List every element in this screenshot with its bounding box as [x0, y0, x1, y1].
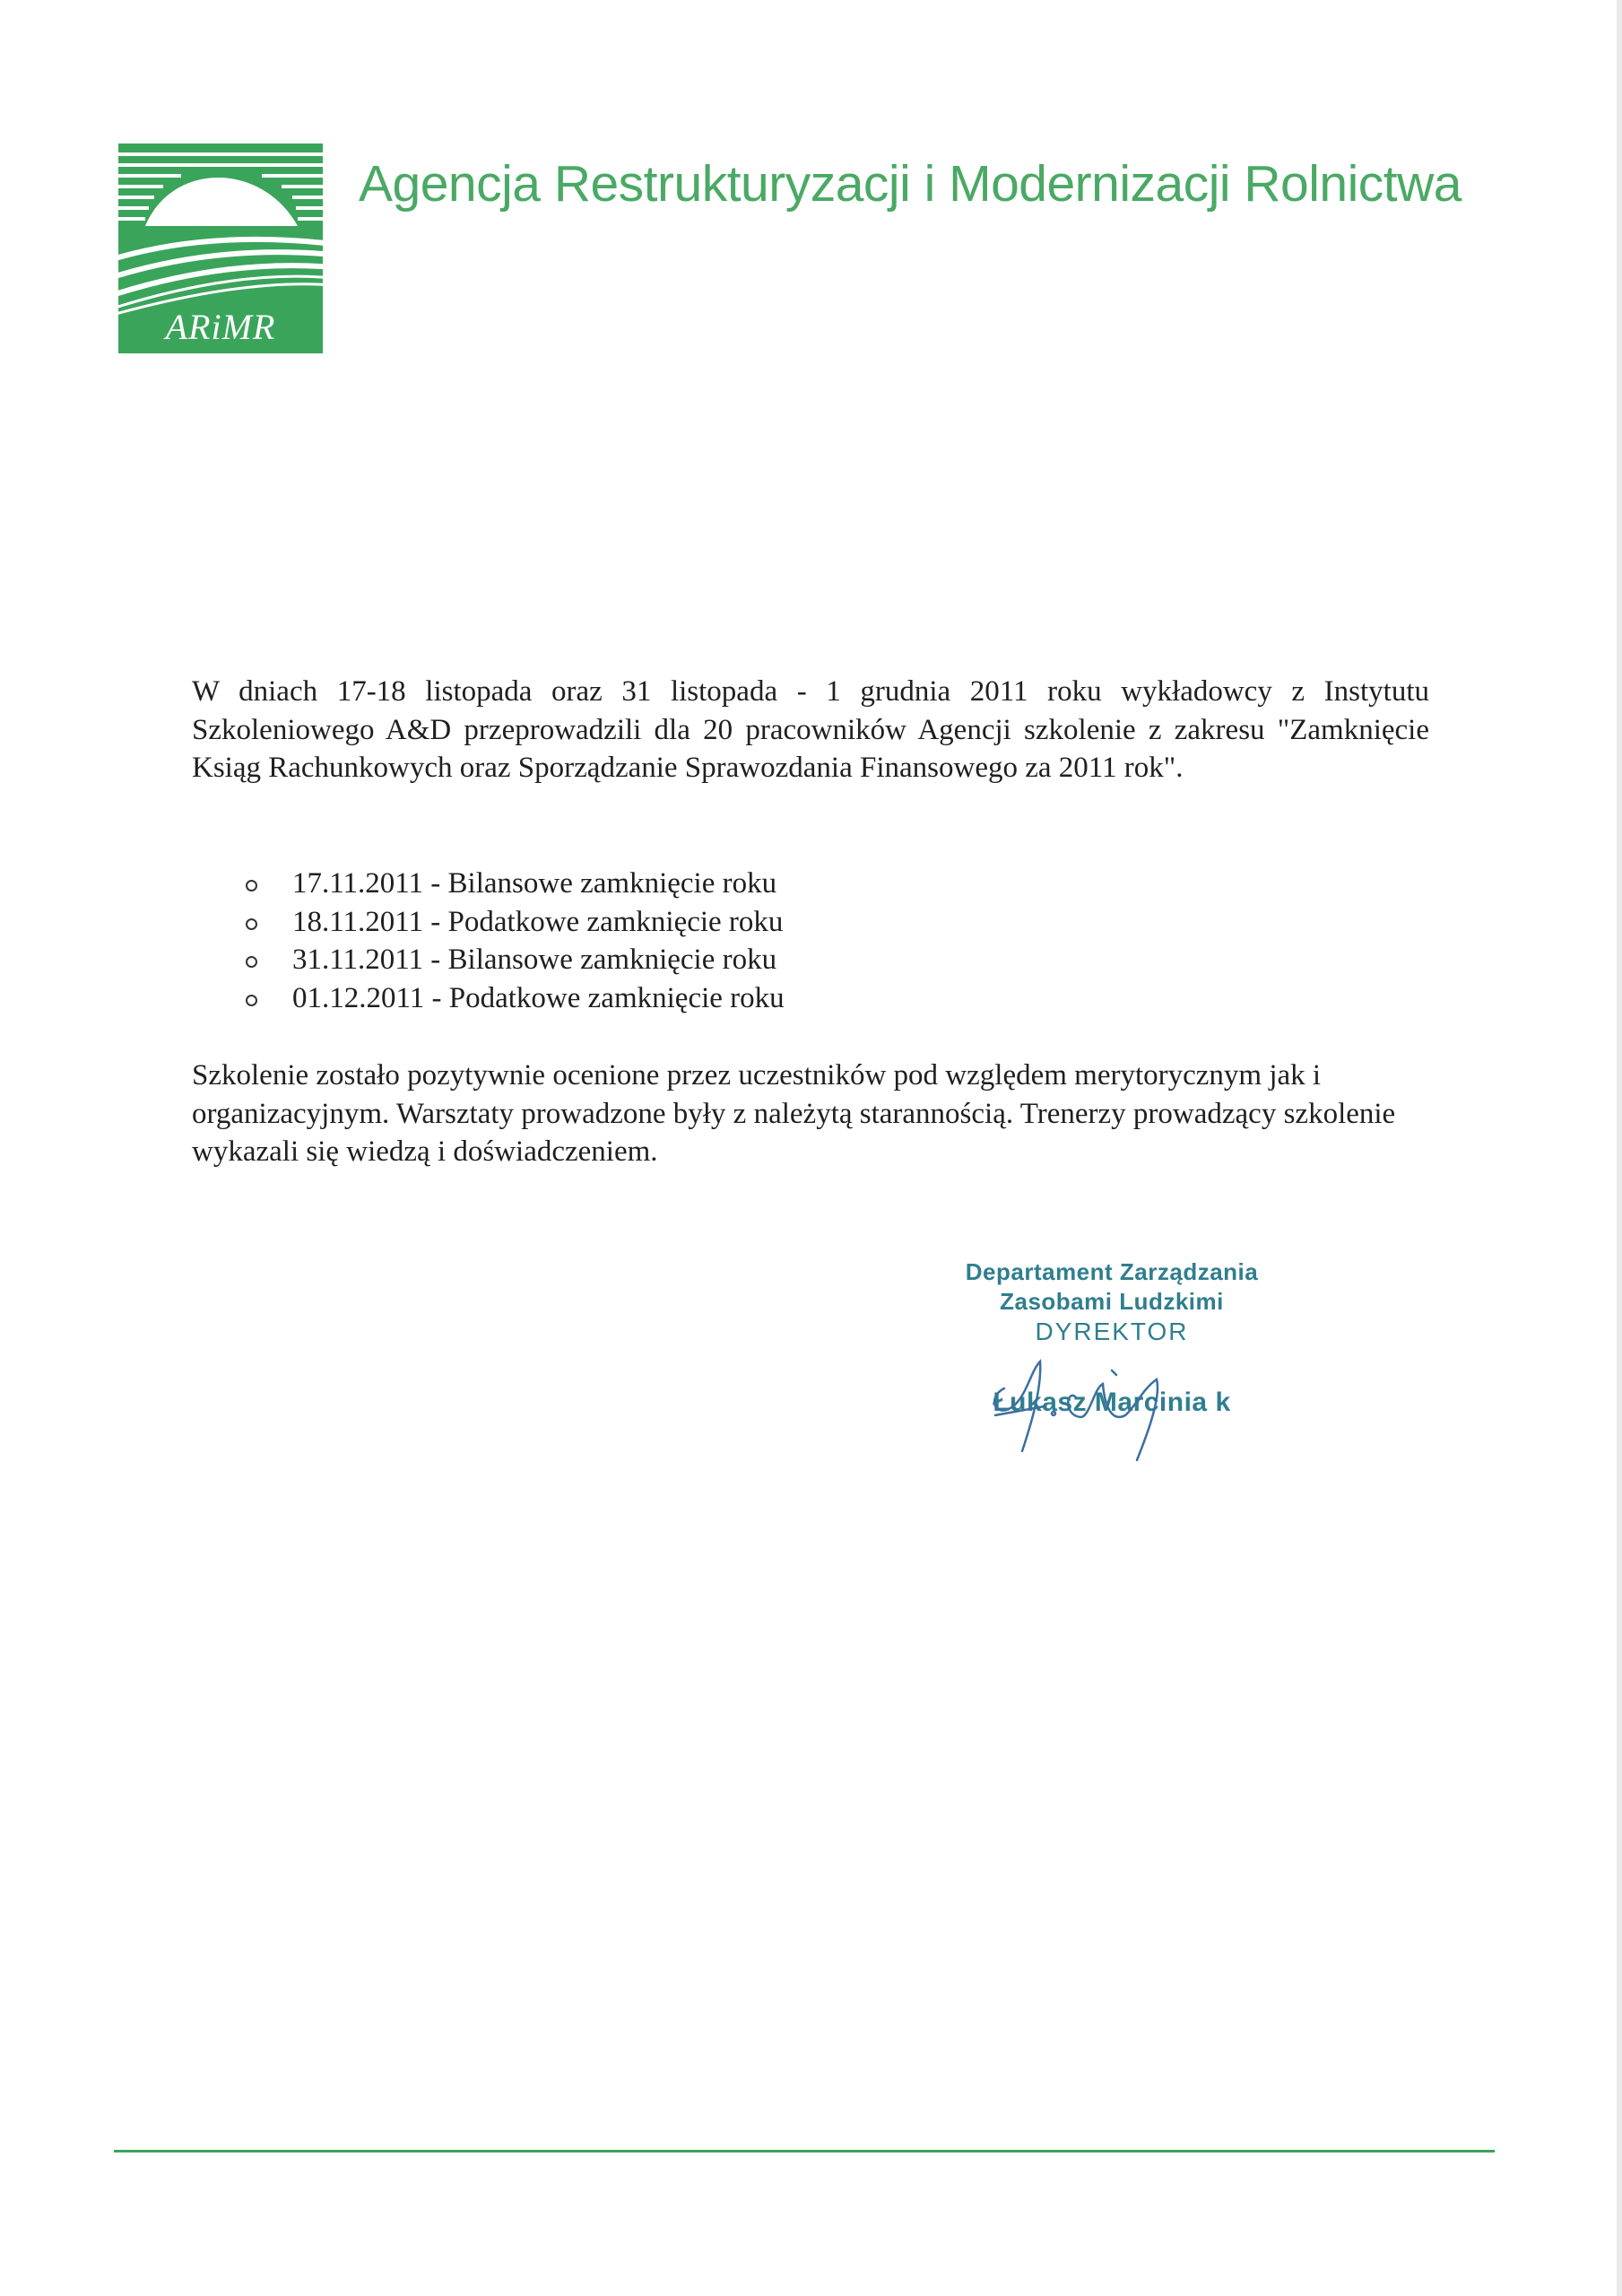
list-item	[242, 979, 785, 1018]
bullet-icon	[246, 956, 257, 968]
handwritten-signature	[977, 1335, 1210, 1478]
arimr-logo	[118, 144, 323, 353]
stamp-department: Departament Zarządzania	[965, 1258, 1259, 1285]
agency-name: Agencja Restrukturyzacji i Modernizacji Rolnictwa	[359, 155, 1462, 213]
bullet-icon	[246, 918, 257, 930]
stamp-unit: Zasobami Ludzkimi	[1000, 1288, 1224, 1315]
stamp-title: DYREKTOR	[1035, 1318, 1189, 1345]
bullet-icon	[246, 995, 257, 1006]
list-item-text: 18.11.2011 - Podatkowe zamknięcie roku	[292, 905, 784, 938]
evaluation-paragraph: Szkolenie zostało pozytywnie ocenione przez uczestników pod względem merytorycznym jak i organizacyjnym. Warsztaty prowadzone były z należytą starannością. Trenerzy prowadzący szkolenie wykazali się wiedzą i doświadczeniem.	[192, 1059, 1396, 1168]
bullet-icon	[246, 880, 257, 891]
list-item	[242, 941, 785, 979]
training-dates-list	[242, 865, 785, 1017]
list-item-text: 01.12.2011 - Podatkowe zamknięcie roku	[292, 981, 785, 1014]
logo-text: ARiMR	[165, 307, 276, 347]
list-item	[242, 903, 785, 942]
list-item-text: 17.11.2011 - Bilansowe zamknięcie roku	[292, 867, 777, 900]
intro-paragraph: W dniach 17-18 listopada oraz 31 listopada - 1 grudnia 2011 roku wykładowcy z Instytutu Szkoleniowego A&D przeprowadzili dla 20 pracowników Agencji szkolenie z zakresu "Zamknięcie Ksiąg Rachunkowych oraz Sporządzanie Sprawozdania Finansowego za 2011 rok".	[192, 675, 1429, 784]
footer-divider	[114, 2150, 1495, 2152]
list-item	[242, 865, 785, 903]
page-edge	[1617, 0, 1622, 2296]
list-item-text: 31.11.2011 - Bilansowe zamknięcie roku	[292, 944, 777, 976]
stamp-name: Łukasz Marcinia k	[993, 1387, 1231, 1417]
